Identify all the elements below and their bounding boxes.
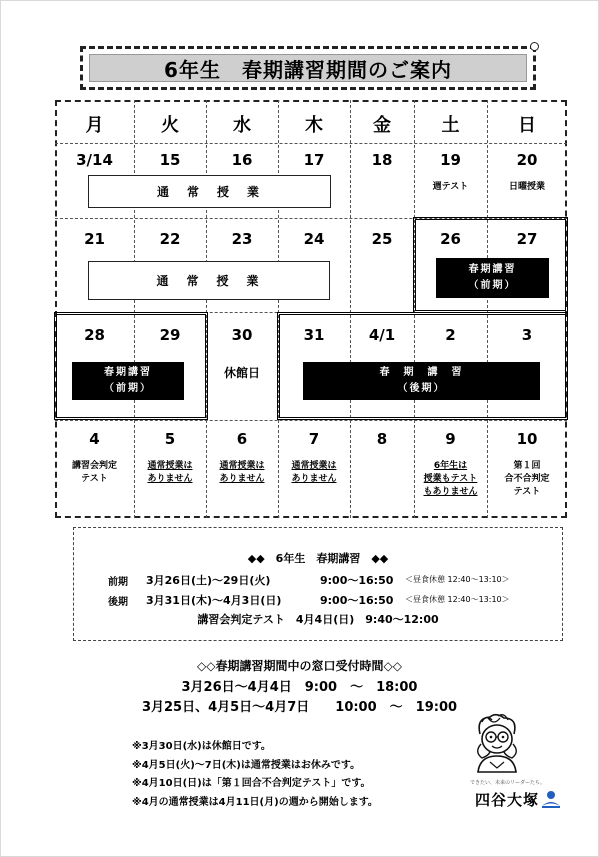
note-line: ありません [291, 474, 337, 484]
note-line: 通常授業は [291, 461, 337, 471]
day-cell: 2 [445, 326, 456, 344]
day-cell: 18 [371, 151, 393, 169]
logo-tagline: できたい、未来のリーダーたち。 [470, 780, 546, 786]
note-line: ありません [147, 474, 193, 484]
note-item: ※4月5日(火)～7日(木)は通常授業はお休みです。 [132, 760, 361, 771]
spring-course-title: 春期講習 [104, 367, 152, 378]
zenki-dates: 3月26日(土)～29日(火) [146, 574, 271, 587]
day-cell: 3/14 [76, 151, 113, 169]
no-class-note [278, 460, 350, 486]
reception-hours-line: 3月26日～4月4日 9:00 ～ 18:00 [181, 680, 418, 695]
day-cell: 5 [164, 430, 176, 448]
regular-class-bar: 通 常 授 業 [88, 175, 331, 208]
pass-fail-test-note [487, 460, 567, 499]
page-title: 6年生 春期講習期間のご案内 [89, 54, 527, 82]
weekday-mon: 月 [85, 115, 104, 136]
day-cell: 25 [371, 230, 393, 248]
note-line: 通常授業は [219, 461, 265, 471]
spring-course-subtitle: （後期） [397, 383, 446, 394]
day-cell: 22 [159, 230, 181, 248]
sunday-class-note: 日曜授業 [508, 182, 545, 192]
day-cell: 15 [159, 151, 181, 169]
day-cell: 9 [445, 430, 456, 448]
note-line: テスト [81, 474, 108, 484]
spring-course-zenki-bar [436, 258, 549, 298]
day-cell: 6 [236, 430, 248, 448]
title-frame [80, 46, 536, 90]
note-line: 合不合判定 [504, 474, 550, 484]
day-cell: 23 [231, 230, 253, 248]
reception-heading: ◇◇春期講習期間中の窓口受付時間◇◇ [197, 659, 402, 673]
spring-course-zenki-bar [72, 362, 184, 400]
kouki-time: 9:00～16:50 [320, 594, 394, 607]
weekday-tue: 火 [161, 115, 179, 136]
note-item: ※4月の通常授業は4月11日(月)の週から開始します。 [132, 797, 378, 808]
zenki-time: 9:00～16:50 [320, 574, 394, 587]
day-cell: 26 [440, 230, 461, 248]
day-cell: 30 [231, 326, 253, 344]
note-line: 授業もテスト [423, 474, 478, 484]
grid-line [55, 143, 567, 144]
note-line: 第１回 [513, 461, 541, 471]
day-cell: 20 [516, 151, 538, 169]
zenki-break: ＜昼食休憩 12:40～13:10＞ [405, 575, 510, 584]
weekday-thu: 木 [305, 115, 323, 136]
day-cell: 3 [521, 326, 533, 344]
weekly-test-note: 週テスト [432, 182, 469, 192]
day-cell: 8 [376, 430, 388, 448]
title-corner-dot [530, 42, 539, 51]
kouki-break: ＜昼食休憩 12:40～13:10＞ [405, 595, 510, 604]
day-cell: 28 [84, 326, 105, 344]
day-cell: 21 [84, 230, 105, 248]
regular-class-bar: 通 常 授 業 [88, 261, 330, 300]
note-line: テスト [513, 487, 541, 497]
note-item: ※4月10日(日)は「第１回合不合判定テスト」です。 [132, 778, 371, 789]
weekday-fri: 金 [373, 115, 391, 136]
judgement-test-note [55, 460, 134, 486]
day-cell: 7 [308, 430, 320, 448]
day-cell: 31 [303, 326, 325, 344]
no-class-note [134, 460, 206, 486]
note-line: 講習会判定 [71, 461, 117, 471]
mascot-illustration [468, 712, 526, 774]
weekday-wed: 水 [233, 115, 251, 136]
spring-course-title: 春 期 講 習 [379, 367, 464, 378]
note-line: もありません [423, 487, 478, 497]
weekday-sun: 日 [518, 115, 536, 136]
yotsuya-otsuka-logo-icon [540, 789, 562, 809]
zenki-label: 前期 [108, 577, 128, 588]
logo-text: 四谷大塚 [475, 791, 540, 809]
note-line: 6年生は [433, 461, 468, 471]
spring-course-subtitle: （前期） [104, 383, 152, 394]
day-cell: 29 [159, 326, 181, 344]
day-cell: 27 [516, 230, 538, 248]
day-cell: 16 [231, 151, 253, 169]
kouki-label: 後期 [108, 597, 128, 608]
day-cell: 10 [516, 430, 538, 448]
closed-day-label: 休館日 [223, 366, 260, 380]
spring-course-kouki-bar [303, 362, 540, 400]
note-line: ありません [219, 474, 265, 484]
note-line: 通常授業は [147, 461, 193, 471]
day-cell: 19 [440, 151, 461, 169]
day-cell: 24 [303, 230, 325, 248]
day-cell: 17 [303, 151, 325, 169]
weekday-sat: 土 [441, 115, 460, 136]
grid-line [55, 420, 567, 421]
note-item: ※3月30日(水)は休館日です。 [132, 741, 271, 752]
no-class-note [206, 460, 278, 486]
grade6-no-class-note [414, 460, 487, 499]
judgement-test-line: 講習会判定テスト 4月4日(日) 9:40～12:00 [197, 613, 439, 626]
day-cell: 4/1 [368, 326, 396, 344]
spring-course-subtitle: （前期） [468, 280, 517, 291]
spring-course-title: 春期講習 [468, 264, 517, 275]
reception-hours-line: 3月25日、4月5日～4月7日 10:00 ～ 19:00 [141, 700, 458, 715]
course-info-heading: ◆◆ 6年生 春期講習 ◆◆ [247, 552, 389, 565]
day-cell: 4 [89, 430, 100, 448]
kouki-dates: 3月31日(木)～4月3日(日) [146, 594, 282, 607]
